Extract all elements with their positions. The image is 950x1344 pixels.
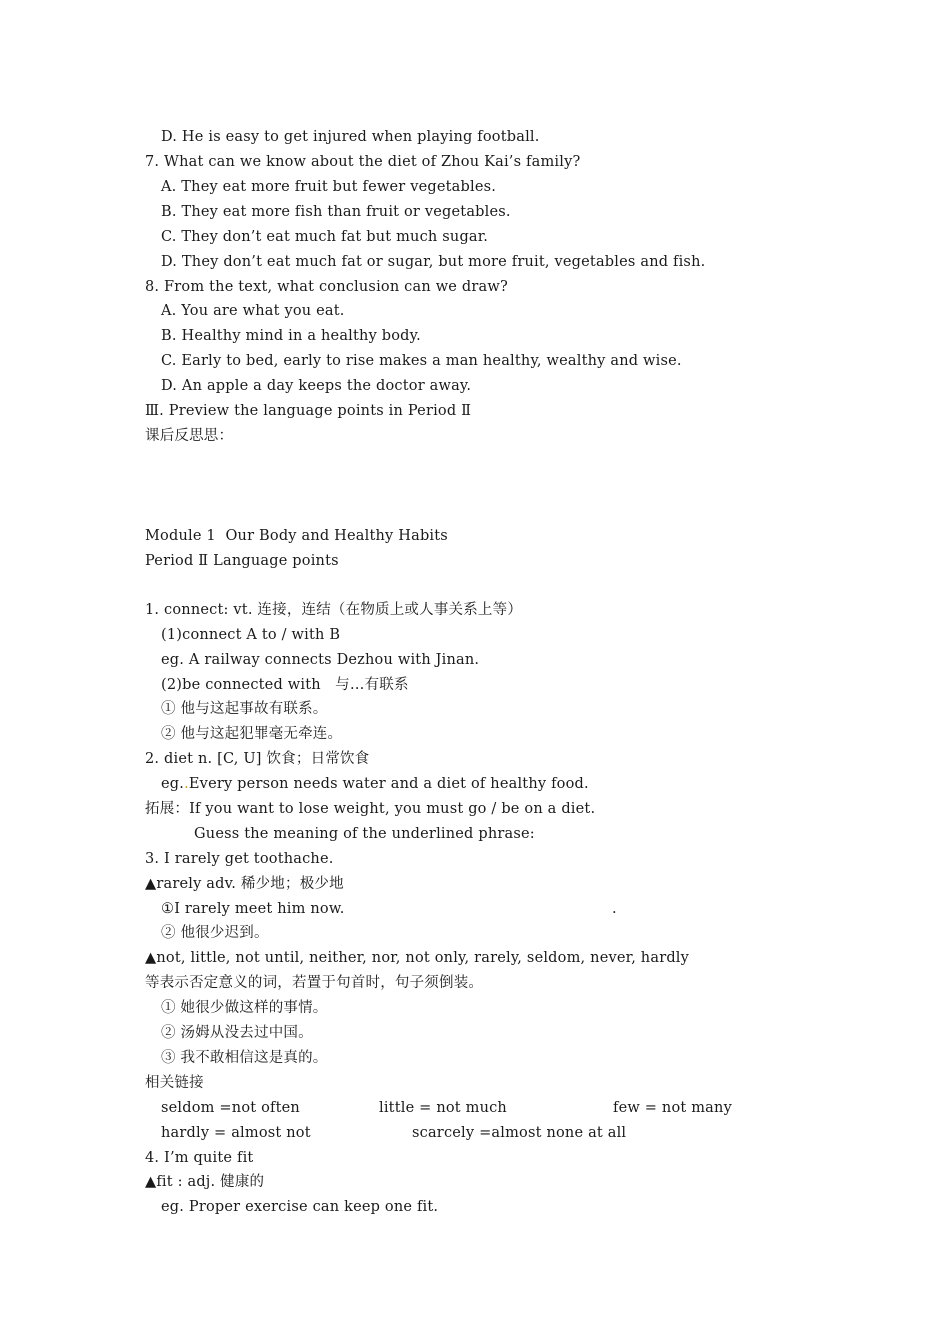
reflection-label: 课后反思思： (145, 428, 234, 444)
q8-option-d: D. An apple a day keeps the doctor away. (161, 378, 472, 394)
point-2-example-text: Every person needs water and a diet of healthy food. (188, 776, 589, 792)
point-1-exercise-1: ① 他与这起事故有联系。 (161, 701, 328, 717)
point-3-rarely-definition: ▲rarely adv. 稀少地；极少地 (145, 876, 344, 892)
q7-option-d: D. They don’t eat much fat or sugar, but more fruit, vegetables and fish. (161, 254, 706, 270)
point-1-heading: 1. connect: vt. 连接，连结（在物质上或人事关系上等） (145, 602, 523, 618)
point-1-example: eg. A railway connects Dezhou with Jinan. (161, 652, 480, 668)
point-2-guess-prompt: Guess the meaning of the underlined phrase: (194, 826, 535, 842)
related-seldom: seldom =not often (161, 1100, 300, 1116)
q8-option-b: B. Healthy mind in a healthy body. (161, 328, 421, 344)
point-1-exercise-2: ② 他与这起犯罪毫无牵连。 (161, 726, 343, 742)
point-3-exercise-4: ② 汤姆从没去过中国。 (161, 1025, 313, 1041)
module-title: Module 1 Our Body and Healthy Habits (145, 528, 448, 544)
point-3-negative-words: ▲not, little, not until, neither, nor, not only, rarely, seldom, never, hardly (145, 950, 690, 966)
point-3-exercise-5: ③ 我不敢相信这是真的。 (161, 1050, 328, 1066)
q7-question: 7. What can we know about the diet of Zhou Kai’s family? (145, 154, 581, 170)
related-hardly: hardly = almost not (161, 1125, 311, 1141)
q8-question: 8. From the text, what conclusion can we draw? (145, 279, 508, 295)
point-4-fit-definition: ▲fit : adj. 健康的 (145, 1174, 265, 1190)
section-three-heading: Ⅲ. Preview the language points in Period Ⅱ (145, 403, 472, 419)
q7-option-b: B. They eat more fish than fruit or vegetables. (161, 204, 511, 220)
point-2-example-prefix: eg. (161, 776, 185, 792)
point-4-heading: 4. I’m quite fit (145, 1150, 254, 1166)
point-3-exercise-1-end: . (612, 901, 617, 917)
point-2-heading: 2. diet n. [C, U] 饮食；日常饮食 (145, 751, 370, 767)
q7-option-c: C. They don’t eat much fat but much sugar. (161, 229, 489, 245)
q7-option-a: A. They eat more fruit but fewer vegetables. (161, 179, 497, 195)
point-3-exercise-3: ① 她很少做这样的事情。 (161, 1000, 328, 1016)
related-few: few = not many (613, 1100, 732, 1116)
point-1-usage-1: (1)connect A to / with B (161, 627, 341, 643)
point-4-example: eg. Proper exercise can keep one fit. (161, 1199, 439, 1215)
period-title: Period Ⅱ Language points (145, 553, 339, 569)
q8-option-c: C. Early to bed, early to rise makes a man healthy, wealthy and wise. (161, 353, 682, 369)
related-scarcely: scarcely =almost none at all (412, 1125, 627, 1141)
point-3-heading: 3. I rarely get toothache. (145, 851, 334, 867)
point-2-extension: 拓展：If you want to lose weight, you must go / be on a diet. (145, 801, 596, 817)
point-3-exercise-2: ② 他很少迟到。 (161, 925, 269, 941)
point-3-inversion-rule: 等表示否定意义的词，若置于句首时，句子须倒装。 (145, 975, 484, 991)
point-3-exercise-1: ①I rarely meet him now. (161, 901, 345, 917)
q8-option-a: A. You are what you eat. (161, 303, 345, 319)
point-2-example (161, 774, 589, 794)
point-2-example-dot: . (184, 776, 189, 792)
q6-option-d: D. He is easy to get injured when playing football. (161, 129, 540, 145)
related-links-label: 相关链接 (145, 1075, 204, 1091)
related-little: little = not much (379, 1100, 507, 1116)
point-1-usage-2: (2)be connected with 与…有联系 (161, 677, 409, 693)
